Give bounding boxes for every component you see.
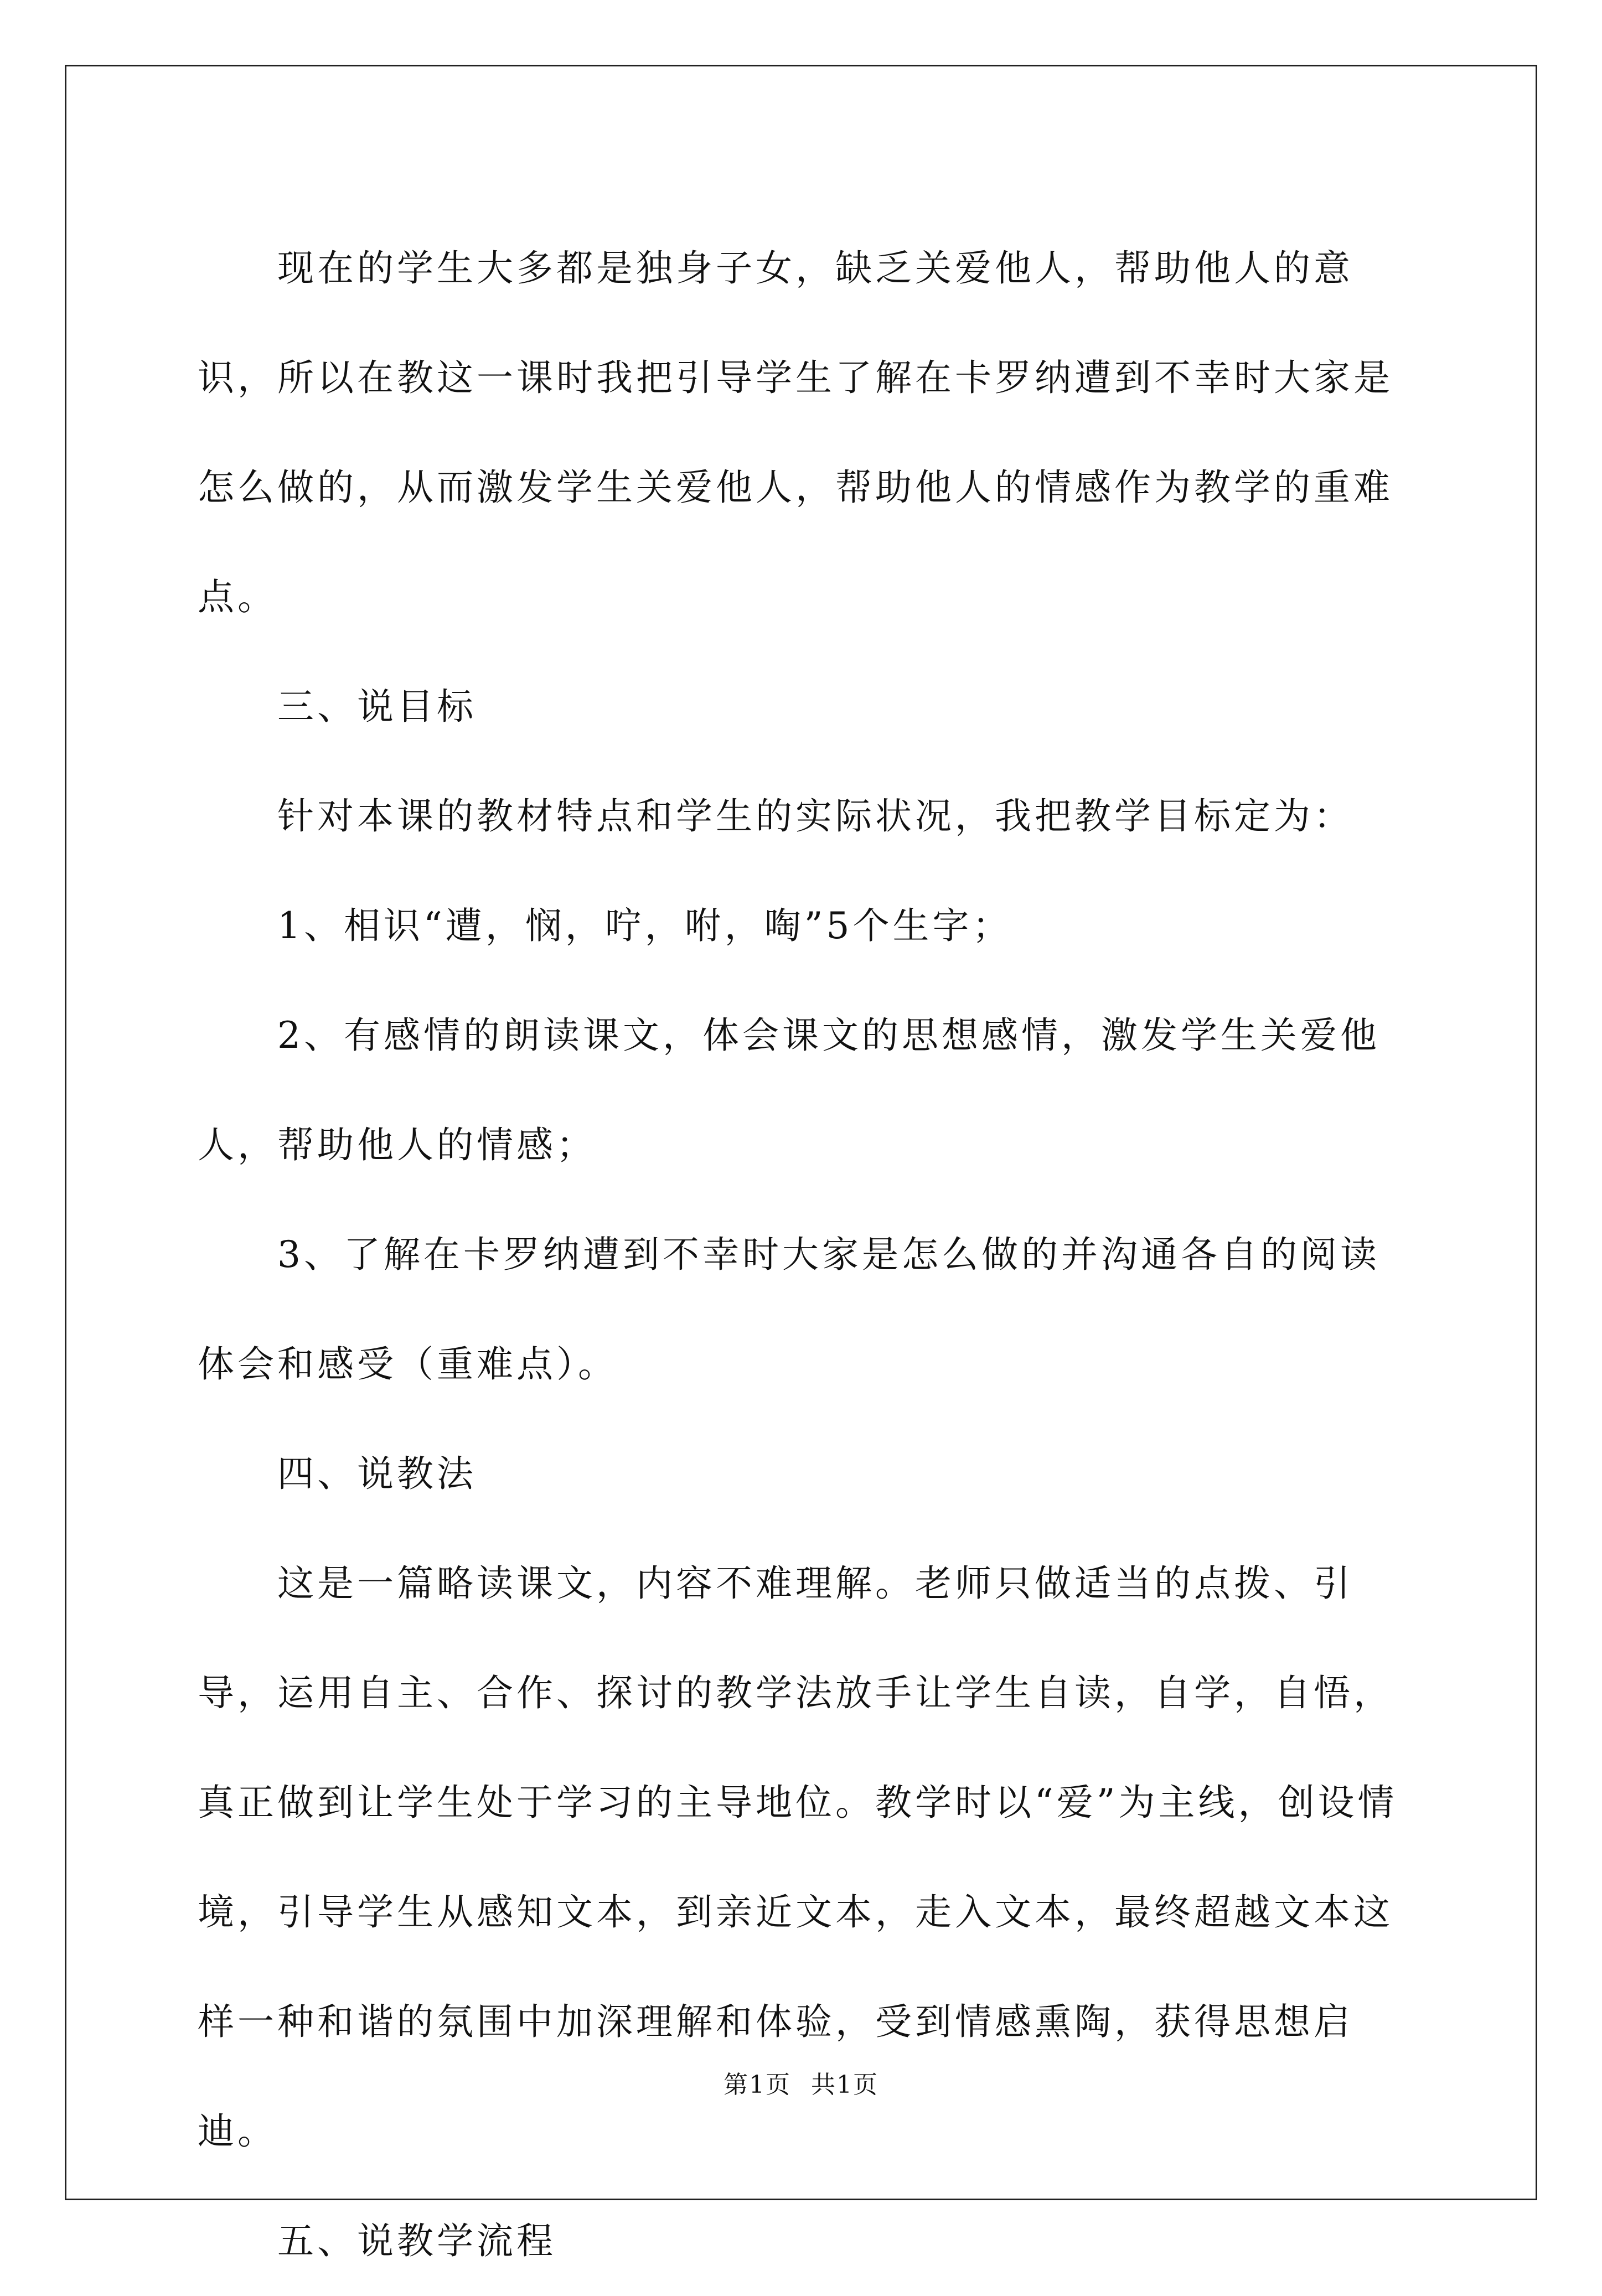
paragraph-methods: 这是一篇略读课文，内容不难理解。老师只做适当的点拨、引导，运用自主、合作、探讨的教学法放手让学生自读，自学，自悟，真正做到让学生处于学习的主导地位。教学时以“爱”为主线，创设情境，引导学生从感知文本，到亲近文本，走入文本，最终超越文本这样一种和谐的氛围中加深理解和体验，受到情感熏陶，获得思想启迪。	[198, 1562, 1398, 2153]
goal-item-2: 2、有感情的朗读课文，体会课文的思想感情，激发学生关爱他人，帮助他人的情感；	[198, 1014, 1380, 1166]
paragraph-intro: 现在的学生大多都是独身子女，缺乏关爱他人，帮助他人的意识，所以在教这一课时我把引导学生了解在卡罗纳遭到不幸时大家是怎么做的，从而激发学生关爱他人，帮助他人的情感作为教学的重难点。	[198, 247, 1393, 618]
section-heading-methods: 四、说教法	[277, 1452, 477, 1495]
page-total: 共1页	[811, 2071, 878, 2099]
goal-item-3: 3、了解在卡罗纳遭到不幸时大家是怎么做的并沟通各自的阅读体会和感受（重难点）。	[198, 1233, 1380, 1385]
document-body	[198, 214, 1415, 2296]
section-heading-process: 五、说教学流程	[277, 2220, 556, 2262]
page-footer	[0, 2069, 1602, 2102]
goal-item-1: 1、相识“遭，悯，咛，咐，啕”5个生字；	[277, 904, 1012, 947]
section-heading-goals: 三、说目标	[277, 685, 477, 728]
paragraph-goals-intro: 针对本课的教材特点和学生的实际状况，我把教学目标定为：	[277, 795, 1353, 837]
page-number: 第1页	[724, 2071, 791, 2099]
